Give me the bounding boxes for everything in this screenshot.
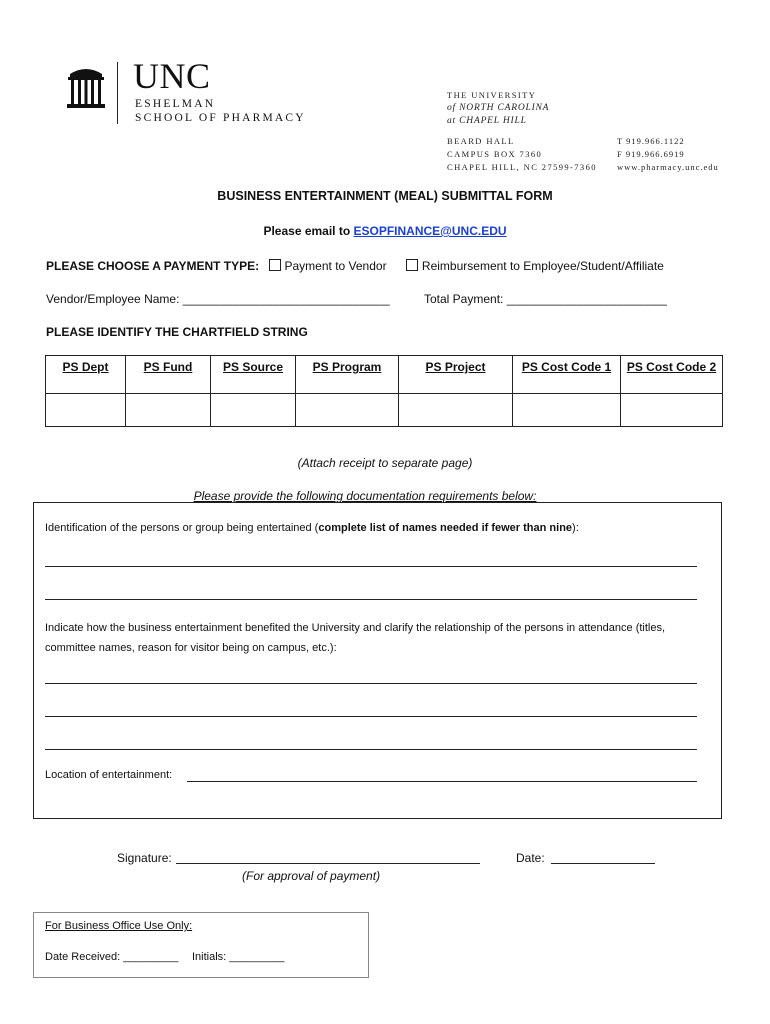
benefit-line-3[interactable] xyxy=(45,749,697,750)
email-link[interactable]: ESOPFINANCE@UNC.EDU xyxy=(353,224,507,238)
chartfield-table xyxy=(45,355,723,427)
initials-field[interactable]: Initials: _________ xyxy=(192,951,285,963)
mailing-address: BEARD HALL CAMPUS BOX 7360 CHAPEL HILL, NC 27599-7360 xyxy=(447,136,597,172)
email-instruction: Please email to ESOPFINANCE@UNC.EDU xyxy=(263,224,507,238)
ps-dept-input[interactable] xyxy=(46,394,126,427)
old-well-logo-icon xyxy=(66,64,106,110)
identification-instruction: Identification of the persons or group being entertained (complete list of names needed if fewer than nine): xyxy=(45,522,579,534)
ps-fund-input[interactable] xyxy=(126,394,211,427)
vendor-name-field[interactable]: Vendor/Employee Name: _______________________________ xyxy=(46,292,390,306)
ps-program-input[interactable] xyxy=(296,394,399,427)
signature-label: Signature: xyxy=(117,851,172,865)
checkbox-icon[interactable] xyxy=(269,259,281,271)
form-title: BUSINESS ENTERTAINMENT (MEAL) SUBMITTAL FORM xyxy=(217,189,553,203)
date-line[interactable] xyxy=(551,863,655,864)
col-ps-cost-code-1: PS Cost Code 1 xyxy=(513,356,621,394)
checkbox-icon[interactable] xyxy=(406,259,418,271)
total-payment-field[interactable]: Total Payment: ________________________ xyxy=(424,292,667,306)
logo-school-text: SCHOOL OF PHARMACY xyxy=(135,112,306,124)
signature-line[interactable] xyxy=(176,863,480,864)
doc-requirements-heading: Please provide the following documentation requirements below: xyxy=(193,489,537,503)
chartfield-input-row xyxy=(46,394,723,427)
ps-project-input[interactable] xyxy=(399,394,513,427)
contact-info: T 919.966.1122 F 919.966.6919 www.pharmacy.unc.edu xyxy=(617,136,719,172)
payment-to-vendor-option[interactable]: Payment to Vendor xyxy=(269,259,387,273)
payment-type-row: PLEASE CHOOSE A PAYMENT TYPE: Payment to Vendor Reimbursement to Employee/Student/Affiliate xyxy=(46,259,664,273)
date-received-field[interactable]: Date Received: _________ xyxy=(45,951,179,963)
ps-source-input[interactable] xyxy=(211,394,296,427)
logo-eshelman-text: ESHELMAN xyxy=(135,98,216,110)
date-label: Date: xyxy=(516,851,545,865)
university-name: THE UNIVERSITY of NORTH CAROLINA at CHAPEL HILL xyxy=(447,90,550,126)
benefit-line-1[interactable] xyxy=(45,683,697,684)
ps-cost-code-1-input[interactable] xyxy=(513,394,621,427)
office-use-box xyxy=(33,912,369,978)
location-line[interactable] xyxy=(187,781,697,782)
documentation-box xyxy=(33,502,722,819)
ps-cost-code-2-input[interactable] xyxy=(621,394,723,427)
location-label: Location of entertainment: xyxy=(45,769,173,781)
attach-receipt-note: (Attach receipt to separate page) xyxy=(297,456,473,470)
col-ps-cost-code-2: PS Cost Code 2 xyxy=(621,356,723,394)
col-ps-dept: PS Dept xyxy=(46,356,126,394)
col-ps-fund: PS Fund xyxy=(126,356,211,394)
chartfield-heading: PLEASE IDENTIFY THE CHARTFIELD STRING xyxy=(46,325,308,339)
reimbursement-option[interactable]: Reimbursement to Employee/Student/Affiliate xyxy=(406,259,664,273)
identification-line-1[interactable] xyxy=(45,566,697,567)
logo-divider xyxy=(117,62,118,124)
office-use-heading: For Business Office Use Only: xyxy=(45,920,193,932)
chartfield-header-row xyxy=(46,356,723,394)
logo-unc-text: UNC xyxy=(133,56,211,96)
approval-note: (For approval of payment) xyxy=(242,869,381,883)
col-ps-program: PS Program xyxy=(296,356,399,394)
col-ps-source: PS Source xyxy=(211,356,296,394)
benefit-instruction: Indicate how the business entertainment benefited the University and clarify the relationship of the persons in attendance (titles, committee names, reason for visitor being on campus, etc.): xyxy=(45,622,666,654)
col-ps-project: PS Project xyxy=(399,356,513,394)
benefit-line-2[interactable] xyxy=(45,716,697,717)
identification-line-2[interactable] xyxy=(45,599,697,600)
